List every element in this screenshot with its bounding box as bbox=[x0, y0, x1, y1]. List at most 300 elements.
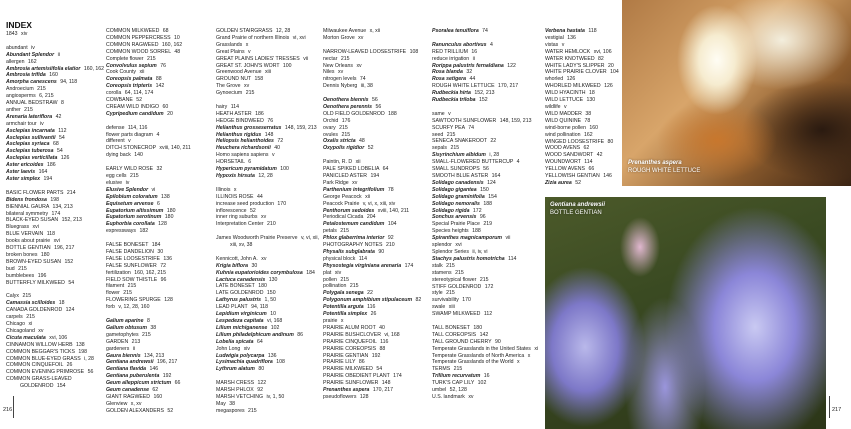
entry-term: seed bbox=[432, 131, 444, 138]
entry-term: elusive bbox=[106, 179, 123, 186]
index-entry bbox=[323, 132, 427, 139]
entry-pages: 215 bbox=[349, 283, 359, 290]
entry-term: Bluegrass bbox=[6, 224, 30, 231]
entry-pages: 180 bbox=[258, 283, 267, 290]
index-entry bbox=[323, 145, 427, 152]
entry-term: COMMON PEPPERCRESS bbox=[106, 34, 171, 41]
index-entry bbox=[106, 401, 206, 408]
index-entry bbox=[545, 125, 621, 132]
entry-pages: 196, 217 bbox=[54, 245, 75, 252]
entry-term: Chicago bbox=[6, 321, 26, 328]
index-entry bbox=[323, 56, 427, 63]
entry-pages: 122 bbox=[257, 380, 267, 387]
entry-term: Interpretation Center bbox=[216, 221, 264, 228]
entry-pages: ii, iv, vi bbox=[472, 248, 488, 255]
index-entry bbox=[106, 283, 206, 290]
entry-pages: 180 bbox=[40, 251, 50, 258]
index-entry bbox=[432, 49, 540, 56]
entry-pages: 4 bbox=[489, 41, 493, 48]
entry-term: SMALL-FLOWERED BUTTERCUP bbox=[432, 159, 514, 166]
entry-pages: 174 bbox=[393, 373, 402, 380]
index-entry bbox=[106, 290, 206, 297]
index-entry bbox=[216, 387, 320, 394]
index-group bbox=[106, 242, 206, 311]
entry-term: Great Plains bbox=[216, 48, 245, 55]
entry-pages: iii, 38 bbox=[360, 83, 373, 90]
index-entry bbox=[323, 277, 427, 284]
index-entry bbox=[432, 394, 540, 401]
entry-term: Rosa setigera bbox=[432, 76, 467, 83]
entry-pages: 52 bbox=[575, 179, 582, 186]
index-entry bbox=[323, 76, 427, 83]
entry-term: PANICLED ASTER bbox=[323, 172, 368, 179]
entry-pages: 198 bbox=[78, 348, 88, 355]
index-entry bbox=[432, 76, 540, 83]
index-entry bbox=[6, 197, 106, 204]
index-entry bbox=[545, 49, 621, 56]
entry-pages: 54 bbox=[376, 366, 383, 373]
index-entry bbox=[106, 194, 206, 201]
entry-pages: x bbox=[233, 186, 237, 193]
entry-pages: 1, 50 bbox=[264, 297, 276, 304]
index-entry bbox=[6, 135, 106, 142]
index-entry bbox=[323, 49, 427, 56]
entry-pages: 76 bbox=[267, 117, 274, 124]
index-entry bbox=[432, 138, 540, 145]
index-entry bbox=[545, 173, 621, 180]
entry-pages: 52 bbox=[367, 145, 374, 152]
entry-pages: v bbox=[561, 41, 565, 48]
index-entry bbox=[323, 249, 427, 256]
entry-pages: 90 bbox=[494, 338, 501, 345]
index-entry bbox=[106, 125, 206, 132]
entry-term: Abundant Splendor bbox=[6, 51, 55, 58]
entry-pages: 26 bbox=[66, 362, 73, 369]
entry-pages: 10 bbox=[174, 34, 180, 41]
entry-term: TALL GROUND CHERRY bbox=[432, 338, 492, 345]
index-entry bbox=[6, 280, 106, 287]
entry-pages: 160 bbox=[49, 72, 58, 79]
entry-term: Sonchus arvensis bbox=[432, 214, 477, 221]
index-entry bbox=[216, 408, 320, 415]
entry-term: Stachys palustris homotricha bbox=[432, 255, 505, 262]
entry-pages: 215 bbox=[37, 86, 46, 93]
index-group bbox=[545, 28, 621, 187]
entry-term: CREAM WILD INDIGO bbox=[106, 103, 160, 110]
entry-pages: 94, 118 bbox=[60, 79, 78, 86]
index-entry bbox=[6, 369, 106, 376]
entry-term: Cypripedium candidum bbox=[106, 110, 164, 117]
entry-term: prairie bbox=[323, 318, 338, 325]
index-entry bbox=[106, 332, 206, 339]
entry-term: BUTTERFLY MILKWEED bbox=[6, 279, 65, 286]
index-entry bbox=[106, 180, 206, 187]
entry-pages: 40 bbox=[274, 145, 281, 152]
entry-pages: xviii, 140, 211 bbox=[159, 145, 191, 152]
entry-pages: v bbox=[448, 110, 451, 117]
entry-term: OLD FIELD GOLDENROD bbox=[323, 110, 385, 117]
index-entry bbox=[432, 290, 540, 297]
index-entry bbox=[432, 63, 540, 70]
entry-pages: 48 bbox=[359, 138, 365, 145]
entry-pages: 215 bbox=[340, 228, 349, 235]
entry-pages: 215 bbox=[248, 407, 257, 414]
entry-term: 1843 bbox=[6, 31, 18, 37]
entry-pages: 6, 215 bbox=[39, 93, 54, 100]
index-entry bbox=[106, 373, 206, 380]
entry-term: YELLOWISH GENTIAN bbox=[545, 173, 600, 180]
entry-term: Helianthus rigidus bbox=[216, 131, 262, 138]
entry-term: Androecium bbox=[6, 86, 34, 93]
entry-term: inflorescence bbox=[216, 207, 247, 214]
entry-pages: x bbox=[527, 352, 531, 359]
index-entry bbox=[323, 304, 427, 311]
index-entry bbox=[6, 342, 106, 349]
entry-pages: 78 bbox=[584, 117, 591, 124]
entry-term: Polygonum amphibium stipulaceum bbox=[323, 297, 413, 304]
entry-pages: 114 bbox=[584, 159, 593, 166]
index-entry bbox=[6, 86, 106, 93]
entry-term: Asclepias syriaca bbox=[6, 141, 50, 148]
index-column-5 bbox=[432, 28, 540, 408]
entry-pages: 32 bbox=[156, 166, 163, 173]
entry-pages: 116 bbox=[367, 304, 376, 311]
entry-pages: 215 bbox=[455, 269, 464, 276]
entry-term: Solidago gigantea bbox=[432, 186, 477, 193]
entry-term: flower parts diagram bbox=[106, 131, 153, 138]
index-entry bbox=[6, 31, 106, 38]
index-entry bbox=[216, 394, 320, 401]
index-entry bbox=[432, 194, 540, 201]
index-entry bbox=[216, 187, 320, 194]
entry-term: Rudbeckia triloba bbox=[432, 97, 476, 104]
index-entry bbox=[323, 235, 427, 242]
index-entry bbox=[432, 346, 540, 353]
entry-term: SAWTOOTH SUNFLOWER bbox=[432, 117, 497, 124]
index-entry bbox=[432, 366, 540, 373]
entry-pages: 150 bbox=[480, 186, 489, 193]
entry-term: DITCH STONECROP bbox=[106, 145, 156, 152]
index-entry bbox=[216, 270, 320, 277]
entry-pages: 152, 213 bbox=[474, 90, 495, 97]
entry-pages: 198 bbox=[50, 196, 60, 203]
index-entry bbox=[106, 263, 206, 270]
entry-pages: 170, 217 bbox=[498, 83, 519, 90]
index-entry bbox=[323, 201, 427, 208]
entry-term: WHITE PRAIRIE CLOVER bbox=[545, 69, 607, 76]
entry-pages: 56 bbox=[483, 166, 489, 173]
entry-pages: xviii, 140, 211 bbox=[377, 207, 410, 214]
entry-pages: 44 bbox=[256, 193, 263, 200]
entry-term: HEDGE BINDWEED bbox=[216, 117, 264, 124]
index-entry bbox=[323, 380, 427, 387]
entry-term: STIFF GOLDENROD bbox=[432, 283, 482, 290]
entry-term: GROUND NUT bbox=[216, 76, 252, 83]
index-entry bbox=[106, 69, 206, 76]
entry-term: anther bbox=[6, 106, 21, 113]
entry-term: Aster laevis bbox=[6, 169, 36, 176]
entry-term: MARSH VETCHING bbox=[216, 393, 263, 400]
entry-term: Petalostemum candidum bbox=[323, 221, 385, 228]
index-entry bbox=[323, 353, 427, 360]
index-column-2 bbox=[106, 28, 206, 422]
entry-term: GOLDEN ALEXANDERS bbox=[106, 407, 164, 414]
index-entry bbox=[323, 346, 427, 353]
index-entry bbox=[432, 83, 540, 90]
entry-pages: 186 bbox=[255, 110, 264, 117]
index-entry bbox=[106, 97, 206, 104]
entry-pages: 88 bbox=[379, 345, 386, 352]
entry-term: angiosperms bbox=[6, 93, 36, 100]
index-column-3 bbox=[216, 28, 320, 422]
index-entry bbox=[6, 176, 106, 183]
index-entry bbox=[323, 35, 427, 42]
entry-pages: 188 bbox=[388, 110, 397, 117]
index-entry bbox=[323, 373, 427, 380]
entry-pages: 215 bbox=[127, 283, 137, 290]
entry-term: WATER HEMLOCK bbox=[545, 48, 591, 55]
entry-term: Lathyrus palustris bbox=[216, 297, 261, 304]
index-column-1 bbox=[6, 20, 106, 397]
entry-term: Gentiana andrewsii bbox=[106, 359, 154, 366]
entry-pages: 22 bbox=[367, 290, 373, 297]
entry-term: stamens bbox=[432, 269, 452, 276]
index-entry bbox=[6, 273, 106, 280]
index-entry bbox=[106, 380, 206, 387]
entry-pages: 160 bbox=[153, 393, 163, 400]
entry-term: FLOWERING SPURGE bbox=[106, 297, 161, 304]
entry-pages: v bbox=[248, 48, 251, 55]
index-entry bbox=[106, 166, 206, 173]
entry-term: Cook County bbox=[106, 69, 136, 76]
index-entry bbox=[6, 349, 106, 356]
index-entry bbox=[323, 318, 427, 325]
index-entry bbox=[106, 187, 206, 194]
entry-term: Temperate Grasslands of the World bbox=[432, 359, 514, 366]
index-entry bbox=[6, 293, 106, 300]
entry-term: Hypoxis hirsuta bbox=[216, 173, 255, 180]
index-entry bbox=[432, 214, 540, 221]
index-entry bbox=[216, 166, 320, 173]
entry-pages: 148, 159, 213 bbox=[499, 117, 532, 124]
entry-pages: xv bbox=[261, 255, 267, 262]
entry-term: U.S. landmark bbox=[432, 393, 465, 400]
index-entry bbox=[323, 256, 427, 263]
index-entry bbox=[545, 42, 621, 49]
entry-term: Ranunculus abortivus bbox=[432, 41, 487, 48]
entry-term: Physostegia virginiana arenaria bbox=[323, 262, 402, 269]
caption-common-name: BOTTLE GENTIAN bbox=[550, 209, 602, 216]
index-entry bbox=[6, 335, 106, 342]
entry-pages: i, 28 bbox=[489, 152, 500, 159]
entry-pages: xv bbox=[337, 69, 344, 76]
entry-term: physical block bbox=[323, 255, 356, 262]
index-entry bbox=[106, 28, 206, 35]
index-group bbox=[216, 187, 320, 228]
entry-term: Equisetum arvense bbox=[106, 200, 154, 207]
entry-term: PRAIRIE ALUM ROOT bbox=[323, 324, 376, 331]
index-entry bbox=[432, 304, 540, 311]
entry-term: different bbox=[106, 138, 125, 145]
index-entry bbox=[323, 339, 427, 346]
entry-pages: 142 bbox=[155, 83, 165, 90]
index-group bbox=[6, 31, 106, 38]
index-entry bbox=[545, 69, 621, 76]
entry-pages: xvi bbox=[455, 242, 462, 249]
entry-pages: 128 bbox=[158, 221, 167, 228]
index-entry bbox=[432, 132, 540, 139]
entry-term: PRAIRIE MILKWEED bbox=[323, 366, 373, 373]
entry-term: umbel bbox=[432, 387, 447, 394]
entry-pages: 72 bbox=[277, 138, 284, 145]
entry-term: Rorippa palustris fernaldiana bbox=[432, 62, 504, 69]
entry-pages: 74 bbox=[482, 28, 488, 34]
entry-pages: 62 bbox=[583, 145, 590, 152]
entry-pages: 96 bbox=[479, 214, 486, 221]
entry-term: fertilization bbox=[106, 269, 131, 276]
entry-pages: vi, 168 bbox=[267, 318, 283, 324]
entry-pages: iv bbox=[31, 44, 35, 51]
entry-pages: 154 bbox=[488, 193, 497, 200]
index-entry bbox=[545, 159, 621, 166]
index-entry bbox=[216, 56, 320, 63]
entry-term: corolla bbox=[106, 90, 122, 97]
entry-pages: 118 bbox=[588, 28, 597, 34]
entry-pages: 6 bbox=[248, 159, 252, 166]
index-entry bbox=[106, 56, 206, 63]
entry-pages: 26 bbox=[370, 311, 377, 318]
entry-term: Niles bbox=[323, 69, 335, 76]
entry-pages: 62 bbox=[152, 387, 159, 394]
entry-pages: vi, xvi bbox=[292, 34, 306, 41]
entry-pages: xv bbox=[358, 34, 364, 41]
index-entry bbox=[6, 155, 106, 162]
index-entry bbox=[432, 249, 540, 256]
entry-term: Krigia biflora bbox=[216, 262, 248, 269]
entry-term: GREAT PLAINS LADIES' TRESSES bbox=[216, 55, 300, 62]
index-entry bbox=[106, 318, 206, 325]
index-entry bbox=[216, 401, 320, 408]
entry-term: CINNAMON WILLOW HERB bbox=[6, 341, 73, 348]
entry-term: WATER KNOTWEED bbox=[545, 55, 595, 62]
entry-term: Arenaria lateriflora bbox=[6, 113, 53, 120]
entry-pages: 124 bbox=[487, 179, 496, 186]
index-entry bbox=[216, 221, 320, 228]
index-entry bbox=[323, 187, 427, 194]
entry-term: Oxypolis rigidior bbox=[323, 145, 365, 152]
entry-pages: 48 bbox=[174, 48, 181, 55]
entry-term: WOOD SANDWORT bbox=[545, 152, 594, 159]
index-entry bbox=[106, 132, 206, 139]
entry-term: Asclepias verticillata bbox=[6, 155, 58, 162]
entry-term: LEAD PLANT bbox=[216, 304, 248, 311]
entry-term: Solidago rigida bbox=[432, 207, 470, 214]
entry-term: Solidago canadensis bbox=[432, 179, 484, 186]
entry-term: Euphorbia corollata bbox=[106, 221, 155, 228]
entry-term: Camassia scilloides bbox=[6, 300, 56, 307]
entry-pages: 172 bbox=[472, 207, 482, 214]
entry-pages: 140 bbox=[134, 152, 143, 159]
entry-term: Asclepias sullivantii bbox=[6, 134, 56, 141]
index-entry bbox=[432, 332, 540, 339]
index-entry bbox=[216, 366, 320, 373]
entry-pages: 215 bbox=[446, 262, 455, 269]
entry-term: Potentilla simplex bbox=[323, 311, 368, 318]
entry-pages: 188 bbox=[483, 200, 492, 207]
entry-term: Sisyrinchium albidum bbox=[432, 152, 486, 159]
index-entry bbox=[6, 79, 106, 86]
entry-term: armchair tour bbox=[6, 120, 37, 127]
index-group bbox=[6, 293, 106, 390]
index-entry bbox=[106, 63, 206, 70]
index-entry bbox=[545, 145, 621, 152]
index-entry bbox=[432, 256, 540, 263]
entry-term: SENECA SNAKEROOT bbox=[432, 138, 487, 145]
index-entry bbox=[432, 166, 540, 173]
entry-term: PRAIRIE COREOPSIS bbox=[323, 345, 377, 352]
entry-pages: x bbox=[340, 318, 344, 325]
entry-term: PRAIRIE CINQUEFOIL bbox=[323, 338, 377, 345]
entry-pages: 184 bbox=[151, 242, 161, 249]
entry-term: ovules bbox=[323, 131, 338, 138]
entry-term: Parthenium integrifolium bbox=[323, 186, 385, 193]
index-entry bbox=[432, 56, 540, 63]
entry-pages: ii bbox=[472, 55, 475, 62]
entry-term: GIANT RAGWEED bbox=[106, 393, 151, 400]
entry-term: Milwaukee Avenue bbox=[323, 28, 367, 34]
entry-term: Homo sapiens sapiens bbox=[216, 152, 269, 159]
entry-term: Heliopsis helianthoides bbox=[216, 138, 274, 145]
entry-term: WILD LETTUCE bbox=[545, 97, 584, 104]
index-entry bbox=[106, 366, 206, 373]
entry-pages: 196 bbox=[37, 272, 47, 279]
index-entry bbox=[6, 72, 106, 79]
entry-term: hairy bbox=[216, 103, 228, 110]
entry-term: Galium aparine bbox=[106, 318, 144, 324]
index-entry bbox=[545, 132, 621, 139]
index-entry bbox=[323, 125, 427, 132]
entry-term: wildlife bbox=[545, 103, 561, 110]
index-entry bbox=[106, 49, 206, 56]
index-entry bbox=[432, 118, 540, 125]
index-entry bbox=[6, 231, 106, 238]
entry-pages: 210 bbox=[267, 221, 276, 228]
entry-term: LATE GOLDENROD bbox=[216, 290, 264, 297]
entry-pages: 136 bbox=[163, 255, 173, 262]
entry-pages: 152 bbox=[478, 97, 488, 104]
entry-term: expressways bbox=[106, 228, 136, 235]
index-entry bbox=[216, 208, 320, 215]
entry-pages: 134, 213 bbox=[52, 203, 73, 210]
index-entry bbox=[432, 242, 540, 249]
entry-pages: 114, 116 bbox=[127, 124, 148, 131]
entry-pages: 38 bbox=[150, 324, 157, 331]
entry-term: Kuhnia eupatorioides corymbulosa bbox=[216, 269, 303, 276]
entry-term: Elusive Splendor bbox=[106, 186, 149, 193]
index-entry bbox=[106, 76, 206, 83]
entry-pages: xvi, 106 bbox=[593, 48, 612, 55]
entry-pages: 160 bbox=[589, 124, 599, 131]
index-entry bbox=[216, 235, 320, 249]
entry-term: PRAIRIE SUNFLOWER bbox=[323, 380, 379, 387]
index-group bbox=[432, 42, 540, 104]
page-number-left: 216 bbox=[3, 407, 13, 413]
entry-pages: xiv bbox=[243, 345, 251, 352]
index-entry bbox=[323, 228, 427, 235]
index-entry bbox=[323, 69, 427, 76]
entry-term: COMMON WOOD SORREL bbox=[106, 48, 171, 55]
entry-pages: 114 bbox=[358, 255, 368, 262]
